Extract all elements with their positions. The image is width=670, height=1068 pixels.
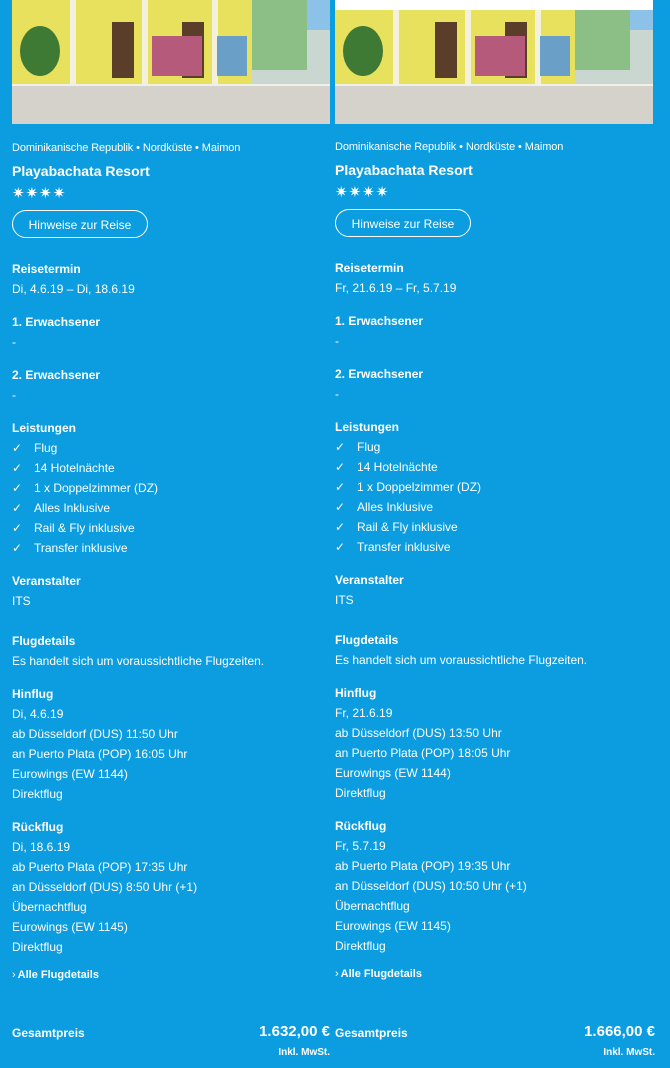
check-icon: ✓ [335,460,346,474]
reisetermin-label: Reisetermin [335,261,404,275]
veranstalter-label: Veranstalter [335,573,404,587]
rueckflug-date: Di, 18.6.19 [12,840,71,854]
flugdetails-note: Es handelt sich um voraussichtliche Flugzeiten. [335,653,588,667]
offer-card [12,0,332,1058]
check-icon: ✓ [12,501,23,515]
leistung-item: ✓ 14 Hotelnächte [335,460,438,474]
hinflug-type: Direktflug [12,787,63,801]
hotel-name[interactable]: Playabachata Resort [335,162,473,178]
rueckflug-departure: ab Puerto Plata (POP) 17:35 Uhr [12,860,188,874]
check-icon: ✓ [335,500,346,514]
location: Dominikanische Republik • Nordküste • Maimon [335,141,564,153]
total-price: 1.632,00 € [259,1023,330,1040]
location: Dominikanische Republik • Nordküste • Maimon [12,142,241,154]
rueckflug-date: Fr, 5.7.19 [335,839,386,853]
star-rating: ✷✷✷✷ [12,185,67,202]
rueckflug-label: Rückflug [335,819,387,833]
adult1-label: 1. Erwachsener [335,314,424,328]
rueckflug-type: Direktflug [335,939,386,953]
hinflug-arrival: an Puerto Plata (POP) 16:05 Uhr [12,747,188,761]
hinflug-date: Fr, 21.6.19 [335,706,393,720]
rueckflug-arrival: an Düsseldorf (DUS) 10:50 Uhr (+1) [335,879,527,893]
reisetermin-label: Reisetermin [12,262,81,276]
offer-card [335,0,655,1058]
adult2-label: 2. Erwachsener [335,367,424,381]
hinflug-departure: ab Düsseldorf (DUS) 11:50 Uhr [12,727,178,741]
check-icon: ✓ [335,440,346,454]
check-icon: ✓ [12,521,23,535]
leistung-item: ✓ 1 x Doppelzimmer (DZ) [335,480,482,494]
rueckflug-airline: Eurowings (EW 1145) [12,920,128,934]
gesamtpreis-label: Gesamtpreis [335,1026,408,1040]
rueckflug-departure: ab Puerto Plata (POP) 19:35 Uhr [335,859,511,873]
mwst-note: Inkl. MwSt. [603,1047,655,1058]
reisetermin-value: Di, 4.6.19 – Di, 18.6.19 [12,282,135,296]
hinweise-button[interactable]: Hinweise zur Reise [335,209,471,237]
adult2-value: - [335,387,339,401]
leistung-item: ✓ Transfer inklusive [12,541,128,555]
leistung-item: ✓ 14 Hotelnächte [12,461,115,475]
rueckflug-label: Rückflug [12,820,64,834]
check-icon: ✓ [12,461,23,475]
veranstalter-label: Veranstalter [12,574,81,588]
hotel-name[interactable]: Playabachata Resort [12,163,150,179]
hinflug-label: Hinflug [335,686,377,700]
adult1-label: 1. Erwachsener [12,315,101,329]
leistung-item: ✓ Alles Inklusive [335,500,434,514]
check-icon: ✓ [335,520,346,534]
total-price: 1.666,00 € [584,1023,655,1040]
adult1-value: - [335,334,339,348]
leistung-item: ✓ Flug [335,440,381,454]
hinflug-date: Di, 4.6.19 [12,707,64,721]
leistung-item: ✓ 1 x Doppelzimmer (DZ) [12,481,159,495]
rueckflug-type: Direktflug [12,940,63,954]
leistung-item: ✓ Rail & Fly inklusive [335,520,458,534]
hinflug-type: Direktflug [335,786,386,800]
rueckflug-arrival: an Düsseldorf (DUS) 8:50 Uhr (+1) [12,880,198,894]
hinflug-airline: Eurowings (EW 1144) [335,766,451,780]
hinflug-arrival: an Puerto Plata (POP) 18:05 Uhr [335,746,511,760]
leistung-item: ✓ Alles Inklusive [12,501,111,515]
check-icon: ✓ [335,540,346,554]
adult1-value: - [12,335,16,349]
rueckflug-overnight: Übernachtflug [12,900,87,914]
veranstalter-value: ITS [335,593,354,607]
check-icon: ✓ [12,441,23,455]
mwst-note: Inkl. MwSt. [278,1047,330,1058]
leistung-item: ✓ Flug [12,441,58,455]
adult2-value: - [12,388,16,402]
veranstalter-value: ITS [12,594,31,608]
hotel-photo[interactable] [12,0,330,124]
reisetermin-value: Fr, 21.6.19 – Fr, 5.7.19 [335,281,457,295]
hinweise-button[interactable]: Hinweise zur Reise [12,210,148,238]
chevron-right-icon: › [335,968,339,980]
alle-flugdetails-link[interactable]: › Alle Flugdetails [12,969,99,981]
gesamtpreis-label: Gesamtpreis [12,1026,85,1040]
hinflug-label: Hinflug [12,687,54,701]
adult2-label: 2. Erwachsener [12,368,101,382]
flugdetails-note: Es handelt sich um voraussichtliche Flugzeiten. [12,654,265,668]
rueckflug-overnight: Übernachtflug [335,899,410,913]
leistung-item: ✓ Rail & Fly inklusive [12,521,135,535]
chevron-right-icon: › [12,969,16,981]
hinflug-airline: Eurowings (EW 1144) [12,767,128,781]
check-icon: ✓ [12,541,23,555]
leistungen-label: Leistungen [12,421,77,435]
rueckflug-airline: Eurowings (EW 1145) [335,919,451,933]
flugdetails-label: Flugdetails [12,634,76,648]
leistung-item: ✓ Transfer inklusive [335,540,451,554]
check-icon: ✓ [335,480,346,494]
hinflug-departure: ab Düsseldorf (DUS) 13:50 Uhr [335,726,502,740]
leistungen-label: Leistungen [335,420,400,434]
hotel-photo[interactable] [335,0,653,124]
alle-flugdetails-link[interactable]: › Alle Flugdetails [335,968,422,980]
check-icon: ✓ [12,481,23,495]
star-rating: ✷✷✷✷ [335,184,390,201]
flugdetails-label: Flugdetails [335,633,399,647]
